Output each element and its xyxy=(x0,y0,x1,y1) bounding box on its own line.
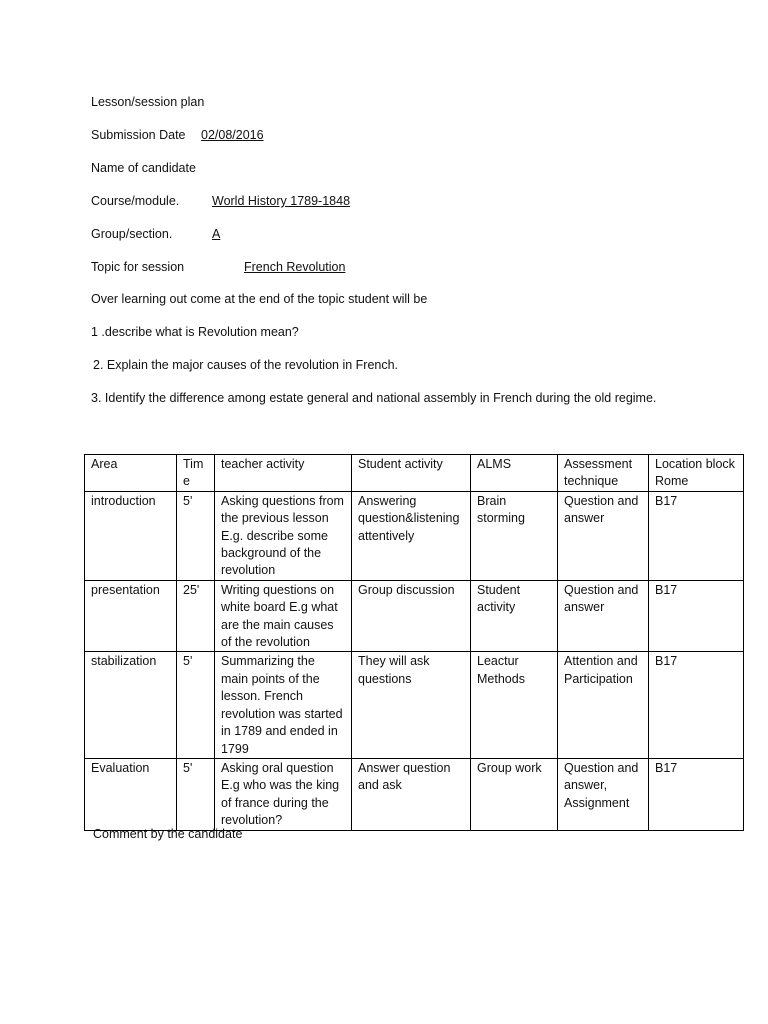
table-cell: Asking oral question E.g who was the king of france during the revolution? xyxy=(215,758,352,830)
topic-label: Topic for session xyxy=(91,260,185,274)
table-cell: 25' xyxy=(177,580,215,652)
table-cell: Writing questions on white board E.g what are the main causes of the revolution xyxy=(215,580,352,652)
header-assessment: Assessment technique xyxy=(558,455,649,492)
table-cell: introduction xyxy=(85,491,177,580)
table-cell: Summarizing the main points of the lesson. French revolution was started in 1789 and ended in 1799 xyxy=(215,652,352,758)
table-cell: Question and answer, Assignment xyxy=(558,758,649,830)
table-cell: B17 xyxy=(649,652,744,758)
submission-date-value: 02/08/2016 xyxy=(201,128,264,142)
table-cell: Student activity xyxy=(471,580,558,652)
objective-item-1: 1 .describe what is Revolution mean? xyxy=(91,325,299,339)
table-cell: B17 xyxy=(649,491,744,580)
table-row xyxy=(85,758,744,830)
table-cell: 5' xyxy=(177,758,215,830)
topic-value: French Revolution xyxy=(244,260,346,274)
table-cell: stabilization xyxy=(85,652,177,758)
table-cell: Answer question and ask xyxy=(352,758,471,830)
table-cell: B17 xyxy=(649,758,744,830)
objectives-intro: Over learning out come at the end of the topic student will be xyxy=(91,292,428,306)
table-row xyxy=(85,491,744,580)
table-cell: Evaluation xyxy=(85,758,177,830)
header-location: Location block Rome xyxy=(649,455,744,492)
header-student-activity: Student activity xyxy=(352,455,471,492)
table-cell: Group work xyxy=(471,758,558,830)
objective-item-2: 2. Explain the major causes of the revolution in French. xyxy=(93,358,399,372)
header-teacher-activity: teacher activity xyxy=(215,455,352,492)
table-row xyxy=(85,652,744,758)
table-cell: 5' xyxy=(177,652,215,758)
table-cell: Brain storming xyxy=(471,491,558,580)
header-area: Area xyxy=(85,455,177,492)
header-time: Tim e xyxy=(177,455,215,492)
group-label: Group/section. xyxy=(91,227,173,241)
table-row xyxy=(85,580,744,652)
group-value: A xyxy=(212,227,221,241)
table-cell: Group discussion xyxy=(352,580,471,652)
candidate-comment-label: Comment by the candidate xyxy=(93,827,243,841)
table-cell: Question and answer xyxy=(558,491,649,580)
header-alms: ALMS xyxy=(471,455,558,492)
table-cell: Leactur Methods xyxy=(471,652,558,758)
table-header-row xyxy=(85,455,744,492)
table-cell: Answering question&listening attentively xyxy=(352,491,471,580)
candidate-name-label: Name of candidate xyxy=(91,161,196,175)
objective-item-3: 3. Identify the difference among estate general and national assembly in French during the old regime. xyxy=(91,391,657,405)
table-cell: B17 xyxy=(649,580,744,652)
table-cell: Attention and Participation xyxy=(558,652,649,758)
table-cell: Question and answer xyxy=(558,580,649,652)
course-label: Course/module. xyxy=(91,194,180,208)
submission-date-label: Submission Date xyxy=(91,128,186,142)
lesson-plan-table xyxy=(84,454,744,831)
table-cell: 5' xyxy=(177,491,215,580)
course-value: World History 1789-1848 xyxy=(212,194,351,208)
lesson-plan-title: Lesson/session plan xyxy=(91,95,205,109)
table-cell: They will ask questions xyxy=(352,652,471,758)
table-cell: Asking questions from the previous lesson E.g. describe some background of the revolution xyxy=(215,491,352,580)
table-cell: presentation xyxy=(85,580,177,652)
